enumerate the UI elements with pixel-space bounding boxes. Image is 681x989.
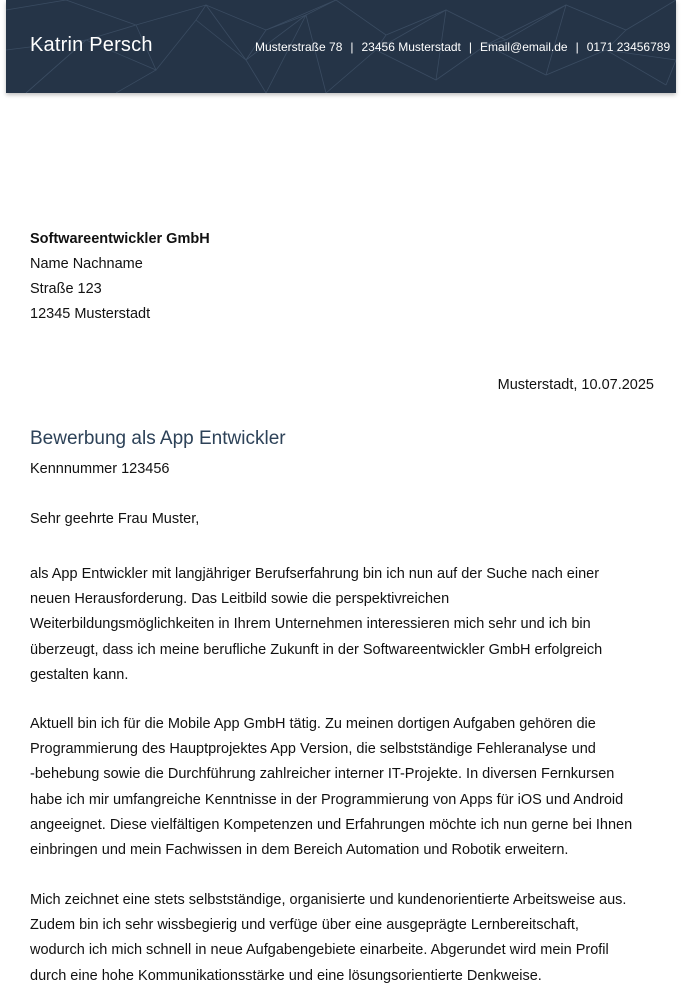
sender-city: 23456 Musterstadt [361,40,461,54]
reference-number: Kennnummer 123456 [30,461,170,477]
sender-name: Katrin Persch [30,34,153,56]
body-paragraph [30,712,655,863]
salutation: Sehr geehrte Frau Muster, [30,511,200,527]
text-line: als App Entwickler mit langjähriger Berufserfahrung bin ich nun auf der Suche nach einer [30,566,600,582]
body-paragraph [30,562,655,688]
text-line: angeeignet. Diese vielfältigen Kompetenzen und Erfahrungen möchte ich nun gerne bei Ihnen [30,816,633,833]
sender-address: Musterstraße 78 [255,40,343,54]
text-line: Zudem bin ich sehr wissbegierig und verfüge über eine ausgeprägte Lernbereitschaft, [30,917,579,934]
sender-phone: 0171 23456789 [586,40,671,54]
separator: | [350,40,354,54]
separator: | [468,40,473,54]
subject-heading: Bewerbung als App Entwickler [30,428,286,449]
letterhead [6,0,676,93]
text-line: -behebung sowie die Durchführung zahlreicher interner IT-Projekte. In diversen Fernkursen [30,766,615,783]
sender-contact [255,40,670,54]
sender-email: Email@email.de [480,40,568,54]
body-paragraph [30,888,655,989]
text-line: Aktuell bin ich für die Mobile App GmbH tätig. Zu meinen dortigen Aufgaben gehören die [30,716,596,732]
text-line: neuen Herausforderung. Das Leitbild sowie die perspektivreichen [30,591,450,608]
recipient-company: Softwareentwickler GmbH [30,231,210,247]
text-line: Programmierung des Hauptprojektes App Version, die selbstständige Fehleranalyse und [30,741,596,758]
text-line: Mich zeichnet eine stets selbstständige, organisierte und kundenorientierte Arbeitsweise aus. [30,892,627,908]
text-line: habe ich mir umfangreiche Kenntnisse in der Programmierung von Apps für iOS und Android [30,791,624,808]
text-line: einbringen und mein Fachwissen in dem Bereich Automation und Robotik erweitern. [30,842,569,859]
text-line: überzeugt, dass ich meine berufliche Zukunft in der Softwareentwickler GmbH erfolgreich [30,641,603,658]
recipient-block [30,227,210,327]
text-line: gestalten kann. [30,666,129,683]
recipient-city: 12345 Musterstadt [30,306,151,322]
text-line: wodurch ich mich schnell in neue Aufgabengebiete einarbeite. Abgerundet wird mein Profil [30,942,609,959]
text-line: durch eine hohe Kommunikationsstärke und eine lösungsorientierte Denkweise. [30,967,542,984]
recipient-contact: Name Nachname [30,256,143,272]
recipient-street: Straße 123 [30,281,102,297]
letter-date: Musterstadt, 10.07.2025 [497,377,654,393]
text-line: Weiterbildungsmöglichkeiten in Ihrem Unternehmen interessieren mich sehr und ich bin [30,616,591,633]
separator: | [575,40,579,54]
